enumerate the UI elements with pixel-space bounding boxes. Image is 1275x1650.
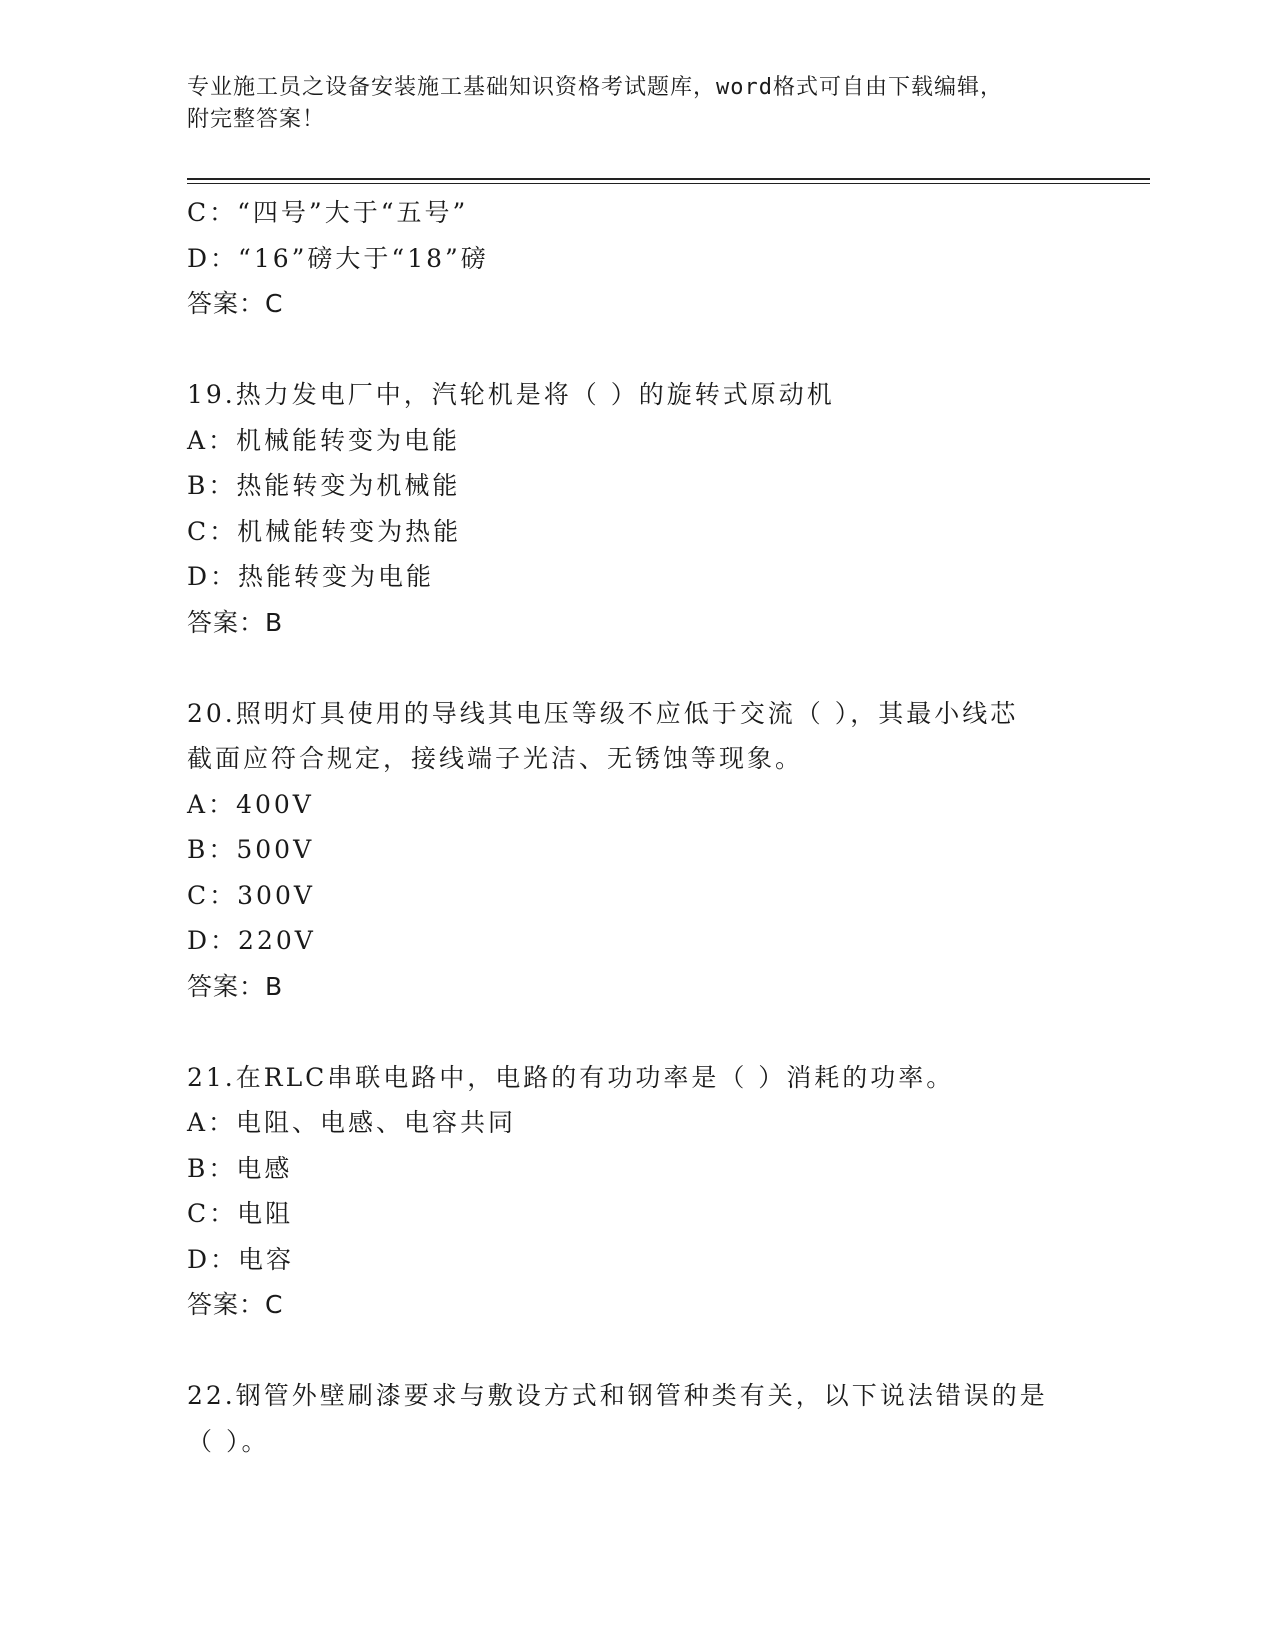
option-b: B：500V xyxy=(187,835,315,864)
question-block-prev xyxy=(187,190,1087,327)
question-stem-line-2: 截面应符合规定，接线端子光洁、无锈蚀等现象。 xyxy=(187,744,804,773)
option-a: A：机械能转变为电能 xyxy=(187,425,461,455)
option-c: C：电阻 xyxy=(187,1199,294,1228)
answer: 答案：B xyxy=(187,971,284,1001)
answer: 答案：B xyxy=(187,607,284,637)
question-stem-line-2: （ ）。 xyxy=(187,1426,270,1456)
spacer xyxy=(187,645,1087,691)
option-d: D：电容 xyxy=(187,1244,295,1274)
spacer xyxy=(187,1009,1087,1055)
option-a: A：电阻、电感、电容共同 xyxy=(187,1108,517,1137)
question-block-22 xyxy=(187,1373,1087,1464)
answer: 答案：C xyxy=(187,1290,284,1319)
option-c: C：“四号”大于“五号” xyxy=(187,198,469,227)
option-c: C：300V xyxy=(187,880,315,910)
option-d: D：热能转变为电能 xyxy=(187,562,435,591)
question-block-20 xyxy=(187,691,1087,1010)
option-c: C：机械能转变为热能 xyxy=(187,516,462,546)
question-block-19 xyxy=(187,372,1087,645)
header-divider xyxy=(187,178,1150,184)
option-d: D：“16”磅大于“18”磅 xyxy=(187,243,489,273)
answer: 答案：C xyxy=(187,289,284,318)
question-stem-line-1: 20.照明灯具使用的导线其电压等级不应低于交流（ ），其最小线芯 xyxy=(187,698,1019,728)
spacer xyxy=(187,327,1087,373)
header-line-2: 附完整答案！ xyxy=(187,107,326,132)
question-stem-line-1: 22.钢管外壁刷漆要求与敷设方式和钢管种类有关，以下说法错误的是 xyxy=(187,1381,1048,1410)
option-a: A：400V xyxy=(187,789,314,819)
option-b: B：热能转变为机械能 xyxy=(187,471,461,500)
question-stem: 19.热力发电厂中，汽轮机是将（ ）的旋转式原动机 xyxy=(187,380,835,409)
header-line-1: 专业施工员之设备安装施工基础知识资格考试题库，word格式可自由下载编辑， xyxy=(187,75,1003,100)
question-list xyxy=(187,190,1087,1464)
document-header xyxy=(187,72,1087,136)
question-stem: 21.在RLC串联电路中，电路的有功功率是（ ）消耗的功率。 xyxy=(187,1062,955,1092)
option-b: B：电感 xyxy=(187,1153,293,1183)
spacer xyxy=(187,1328,1087,1374)
question-block-21 xyxy=(187,1055,1087,1328)
option-d: D：220V xyxy=(187,926,316,955)
